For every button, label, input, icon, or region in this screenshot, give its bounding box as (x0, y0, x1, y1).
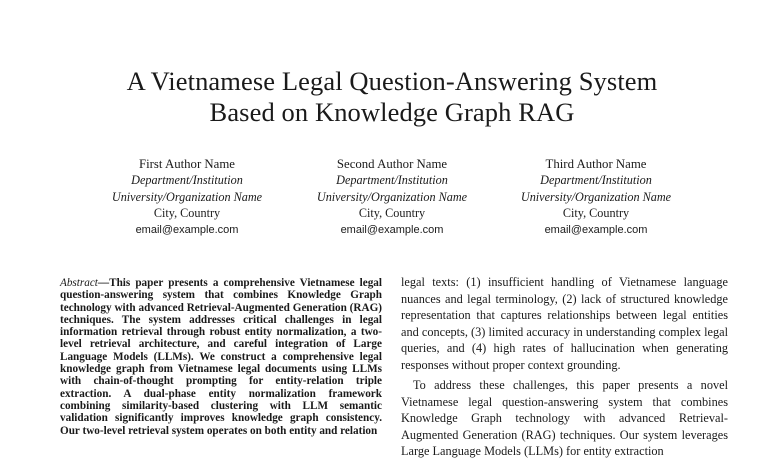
author-university: University/Organization Name (316, 189, 468, 204)
left-column (60, 277, 382, 441)
author-name: Second Author Name (336, 157, 448, 171)
author-email: email@example.com (340, 223, 444, 236)
abstract-lead: Abstract (60, 277, 98, 289)
paper-title-line-1: A Vietnamese Legal Question-Answering System (126, 66, 658, 96)
author-department: Department/Institution (131, 173, 243, 188)
paper-title-line-2: Based on Knowledge Graph RAG (209, 97, 575, 127)
abstract-text: This paper presents a comprehensive Vietnamese legal question-answering system that combines Knowledge Graph technology with advanced Retrieval-Augmented Generation (RAG) techniques. The system addresses critical challenges in legal information retrieval through robust entity normalization, a two-level retrieval architecture, and careful integration of Large Language Models (LLMs). We construct a comprehensive legal knowledge graph from Vietnamese legal documents using LLMs with chain-of-thought prompting for entity-relation triple extraction. A dual-phase entity normalization framework combining similarity-based clustering with LLM semantic validation significantly improves knowledge graph consistency. Our two-level retrieval system operates on both entity and relation (60, 277, 382, 437)
author-email: email@example.com (135, 223, 239, 236)
author-2 (282, 156, 502, 238)
abstract (60, 277, 382, 437)
right-column (401, 274, 728, 458)
author-location: City, Country (358, 206, 426, 221)
author-department: Department/Institution (540, 173, 652, 188)
author-email: email@example.com (544, 223, 648, 236)
author-university: University/Organization Name (111, 189, 263, 204)
author-3 (486, 156, 706, 238)
author-name: Third Author Name (545, 157, 647, 171)
paper-title (0, 66, 784, 128)
intro-paragraph-1: legal texts: (1) insufficient handling of Vietnamese language nuances and legal terminology, (2) lack of structured knowledge representation that captures relationships between legal entities and concepts, (3) limited accuracy in understanding complex legal queries, and (4) high rates of hallucination when generating responses without proper context grounding. (401, 275, 728, 372)
abstract-dash: — (97, 277, 110, 289)
author-location: City, Country (153, 206, 221, 221)
author-1 (77, 156, 297, 238)
author-department: Department/Institution (336, 173, 448, 188)
author-university: University/Organization Name (520, 189, 672, 204)
author-name: First Author Name (139, 157, 235, 171)
author-location: City, Country (562, 206, 630, 221)
intro-paragraph-2: To address these challenges, this paper presents a novel Vietnamese legal question-answering system that combines Knowledge Graph technology with advanced Retrieval-Augmented Generation (RAG) techniques. Our system leverages Large Language Models (LLMs) for entity extraction (401, 378, 728, 458)
